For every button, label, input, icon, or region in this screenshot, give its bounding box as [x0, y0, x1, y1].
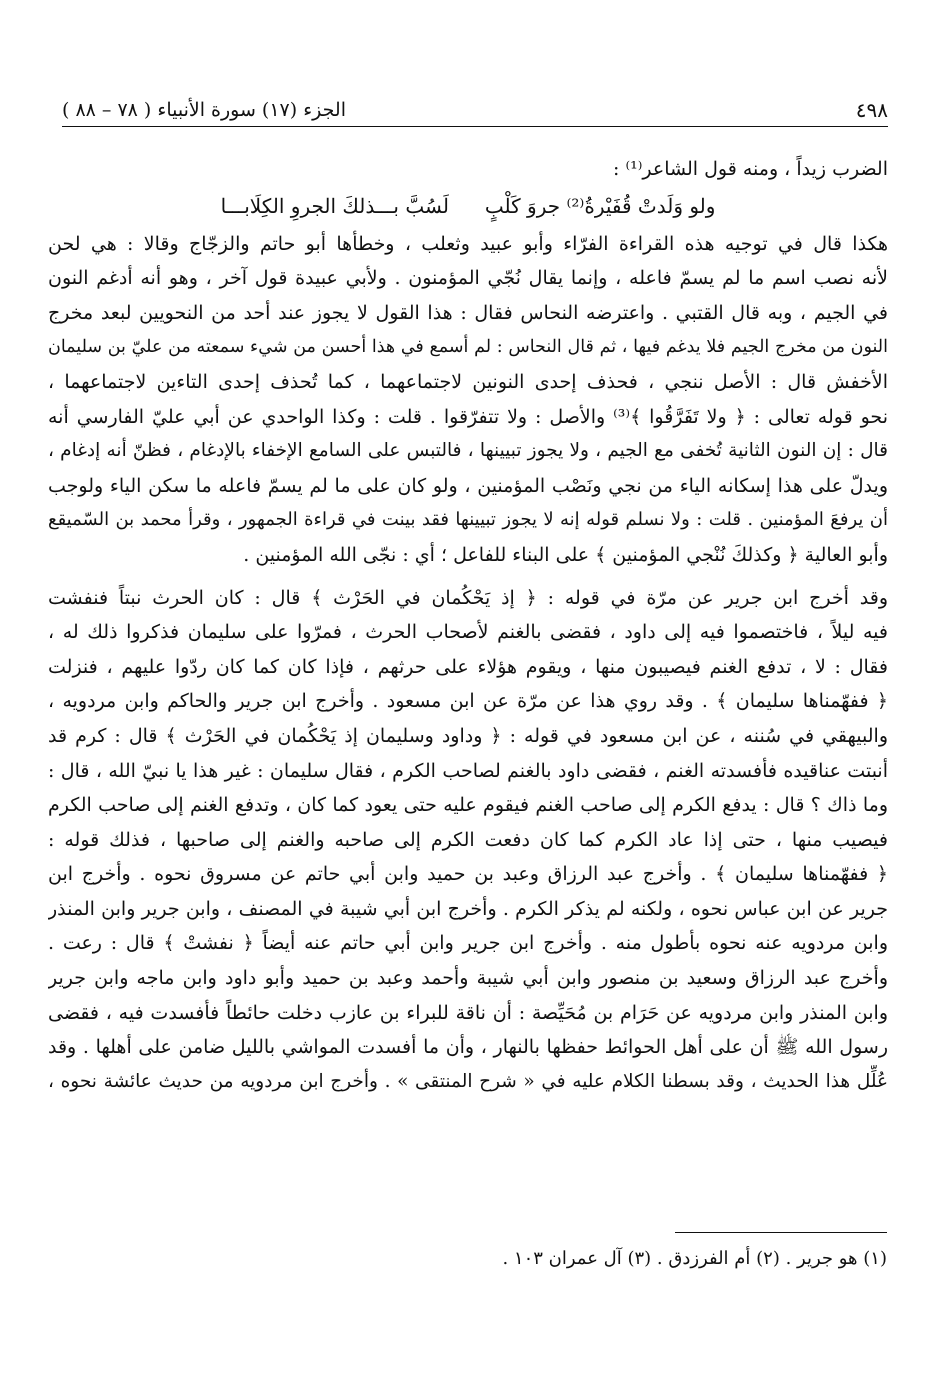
text-line: فقال : لا ، تدفع الغنم فيصيبون منها ، ويقوم هؤلاء على حرثهم ، فإذا كان كما كان ردّوا عليهم ، فنزلت [48, 655, 888, 678]
verse-second-hemistich: لَسُبَّ بـــذلكَ الجروِ الكِلَابـــا [220, 194, 449, 219]
text-line: وابن مردويه عنه نحوه بأطول منه . وأخرج ابن جرير وابن أبي حاتم عنه أيضاً ﴿ نفشتْ ﴾ قال : رعت . [48, 932, 888, 955]
paragraph-1 [48, 227, 888, 573]
text-line: ﴿ ففهّمناها سليمان ﴾ . وقد روي هذا عن مرّة عن ابن مسعود . وأخرج ابن جرير والحاكم وابن مردويه ، [48, 690, 888, 713]
text-line: فيصيب منها ، حتى إذا عاد الكرم كما كان دفعت الكرم إلى صاحبه والغنم إلى صاحبها ، فذلك قوله : [48, 828, 888, 851]
page-header [62, 94, 888, 127]
text-line: أن يرفعَ المؤمنين . قلت : ولا نسلم قوله إنه لا يجوز تبيينها فقد بينت في قراءة الجمهور ، وقرأ محمد بن السّميقع [48, 509, 888, 531]
text-line: ﴿ ففهّمناها سليمان ﴾ . وأخرج عبد الرزاق وعبد بن حميد وابن أبي حاتم عن مسروق نحوه . وأخرج ابن [48, 863, 888, 886]
text-line: ويدلّ على هذا إسكانه الياء من نجي ونَصْب المؤمنين ، ولو كان على ما لم يسمّ فاعله ما سكن الياء ولوجب [48, 474, 888, 497]
paragraph-2 [48, 581, 888, 1100]
text-line: هكذا قال في توجيه هذه القراءة الفرّاء وأبو عبيد وثعلب ، وخطأها أبو حاتم والزجّاج وقالا : هي لحن [48, 232, 888, 255]
text-line: في الجيم ، وبه قال القتبي . واعترضه النحاس فقال : هذا القول لا يجوز عند أحد من النحويين لبعد مخرج [48, 301, 888, 324]
text-line: وأبو العالية ﴿ وكذلكَ نُنْجي المؤمنين ﴾ على البناء للفاعل ؛ أي : نجّى الله المؤمنين . [243, 543, 888, 566]
footnotes: (١) هو جرير . (٢) أم الفرزدق . (٣) آل عمران ١٠٣ . [502, 1248, 887, 1269]
footnote-divider [675, 1232, 887, 1233]
text-line: أنبتت عناقيده فأفسدته الغنم ، فقضى داود بالغنم لصاحب الكرم ، فقال سليمان : غير هذا يا نبيّ الله ، قال : [48, 759, 888, 782]
text-line: لأنه نصب اسم ما لم يسمّ فاعله ، وإنما يقال نُجّي المؤمنون . ولأبي عبيدة قول آخر ، وهو أنه أدغم النون [48, 267, 888, 290]
text-line: الأخفش قال : الأصل ننجي ، فحذف إحدى النونين لاجتماعهما ، كما تُحذف إحدى التاءين لاجتماعهما ، [48, 370, 888, 393]
main-text [48, 152, 888, 1099]
text-line: رسول الله ﷺ أن على أهل الحوائط حفظها بالنهار ، وأن ما أفسدت المواشي بالليل ضامن على أهلها . وقد [48, 1036, 888, 1059]
poetry-verse [48, 187, 888, 227]
text-line: وما ذاك ؟ قال : يدفع الكرم إلى صاحب الغنم فيقوم عليه حتى يعود كما كان ، وتدفع الغنم إلى صاحب الكرم [48, 794, 888, 817]
verse-first-hemistich: ولو وَلَدتْ قُفَيْرةُ⁽²⁾ جروَ كَلْبٍ [484, 194, 716, 219]
text-line: وقد أخرج ابن جرير عن مرّة في قوله : ﴿ إذ يَحْكُمان في الحَرْث ﴾ قال : كان الحرث نبتاً فنفشت [48, 586, 888, 609]
text-line: والبيهقي في سُننه ، عن ابن مسعود في قوله : ﴿ وداود وسليمان إذ يَحْكُمان في الحَرْث ﴾ قال : كرم قد [48, 724, 888, 747]
text-line: وأخرج عبد الرزاق وسعيد بن منصور وابن أبي شيبة وأحمد وعبد بن حميد وأبو داود وابن ماجه وابن جرير [48, 967, 888, 990]
text-line: النون من مخرج الجيم فلا يدغم فيها ، ثم قال النحاس : لم أسمع في هذا أحسن من شيء سمعته من عليّ بن سليمان [48, 337, 888, 358]
text-line: نحو قوله تعالى : ﴿ ولا تَفَرَّقُوا ﴾⁽³⁾ والأصل : ولا تتفرّقوا . قلت : وكذا الواحدي عن أبي عليّ الفارسي أنه [48, 405, 888, 428]
text-line: جرير عن ابن عباس نحوه ، ولكنه لم يذكر الكرم . وأخرج ابن أبي شيبة في المصنف ، وابن جرير وابن المنذر [48, 897, 888, 920]
text-line: فيه ليلاً ، فاختصموا فيه إلى داود ، فقضى بالغنم لأصحاب الحرث ، فمرّوا على سليمان فذكروا ذلك له ، [48, 621, 888, 644]
page-number: ٤٩٨ [855, 98, 888, 122]
running-title: الجزء (١٧) سورة الأنبياء ( ٧٨ – ٨٨ ) [62, 99, 346, 121]
text-line: قال : إن النون الثانية تُخفى مع الجيم ، ولا يجوز تبيينها ، فالتبس على السامع الإخفاء بالإدغام ، فظنّ أنه إدغام ، [48, 440, 888, 462]
text-line: عُلِّل هذا الحديث ، وقد بسطنا الكلام عليه في « شرح المنتقى » . وأخرج ابن مردويه من حديث عائشة نحوه ، [48, 1070, 888, 1092]
intro-line: الضرب زيداً ، ومنه قول الشاعر⁽¹⁾ : [613, 158, 888, 180]
text-line: وابن المنذر وابن مردويه عن حَرَام بن مُحَيِّصة : أن ناقة للبراء بن عازب دخلت حائطاً فأفسدت فيه ، فقضى [48, 1001, 888, 1024]
paragraph-gap [48, 573, 888, 581]
